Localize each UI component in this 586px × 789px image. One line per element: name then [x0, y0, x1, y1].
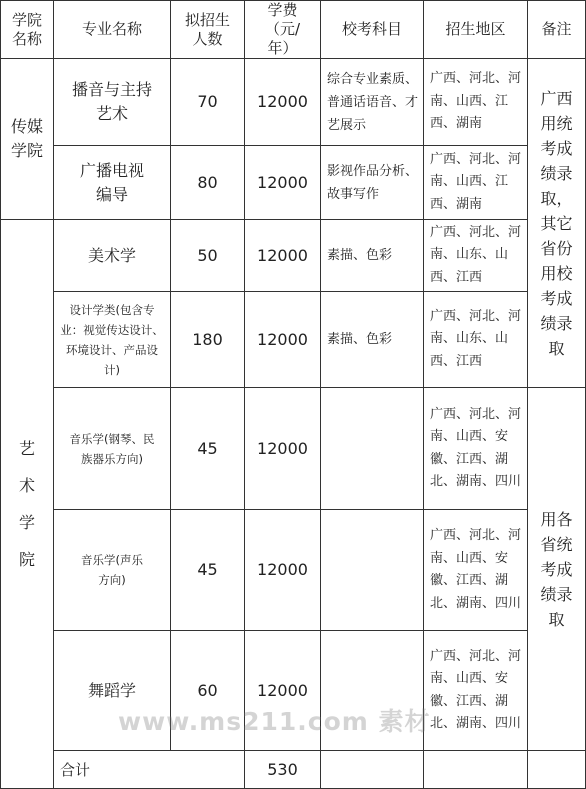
regions-cell: 广西、河北、河南、山东、山西、江西	[424, 292, 528, 388]
header-college: 学院名称	[1, 1, 54, 59]
fee-cell: 12000	[245, 631, 321, 751]
header-fee: 学费（元/年）	[245, 1, 321, 59]
header-quota: 拟招生人数	[171, 1, 245, 59]
total-row	[1, 751, 586, 789]
regions-cell: 广西、河北、河南、山西、江西、湖南	[424, 146, 528, 220]
note-bottom: 用各省统考成绩录取	[528, 388, 586, 751]
major-cell: 设计学类(包含专业：视觉传达设计、环境设计、产品设计)	[54, 292, 171, 388]
quota-cell: 80	[171, 146, 245, 220]
fee-cell: 12000	[245, 292, 321, 388]
table-row	[1, 292, 586, 388]
total-empty	[528, 751, 586, 789]
header-note: 备注	[528, 1, 586, 59]
watermark: www.ms211.com 素材	[118, 707, 431, 736]
quota-cell: 180	[171, 292, 245, 388]
fee-cell: 12000	[245, 510, 321, 631]
table-row	[1, 59, 586, 146]
subjects-cell: 综合专业素质、普通话语音、才艺展示	[321, 59, 424, 146]
major-cell: 舞蹈学	[54, 631, 171, 751]
fee-cell: 12000	[245, 220, 321, 292]
subjects-cell	[321, 631, 424, 751]
note-top: 广西用统考成绩录取，其它省份用校考成绩录取	[528, 59, 586, 388]
regions-cell: 广西、河北、河南、山西、安徽、江西、湖北、湖南、四川	[424, 388, 528, 510]
subjects-cell: 素描、色彩	[321, 220, 424, 292]
total-empty	[424, 751, 528, 789]
major-cell: 播音与主持艺术	[54, 59, 171, 146]
regions-cell: 广西、河北、河南、山西、安徽、江西、湖北、湖南、四川	[424, 510, 528, 631]
total-quota: 530	[245, 751, 321, 789]
header-subjects: 校考科目	[321, 1, 424, 59]
total-label: 合计	[54, 751, 245, 789]
subjects-cell: 素描、色彩	[321, 292, 424, 388]
major-cell: 音乐学(钢琴、民族器乐方向)	[54, 388, 171, 510]
subjects-cell	[321, 510, 424, 631]
quota-cell: 50	[171, 220, 245, 292]
table-row	[1, 510, 586, 631]
college-media: 传媒学院	[1, 59, 54, 220]
quota-cell: 45	[171, 388, 245, 510]
table-row	[1, 388, 586, 510]
regions-cell: 广西、河北、河南、山东、山西、江西	[424, 220, 528, 292]
quota-cell: 45	[171, 510, 245, 631]
fee-cell: 12000	[245, 59, 321, 146]
subjects-cell	[321, 388, 424, 510]
major-cell: 美术学	[54, 220, 171, 292]
header-major: 专业名称	[54, 1, 171, 59]
fee-cell: 12000	[245, 388, 321, 510]
header-regions: 招生地区	[424, 1, 528, 59]
major-cell: 音乐学(声乐方向)	[54, 510, 171, 631]
regions-cell: 广西、河北、河南、山西、江西、湖南	[424, 59, 528, 146]
header-row	[1, 1, 586, 59]
subjects-cell: 影视作品分析、故事写作	[321, 146, 424, 220]
quota-cell: 60	[171, 631, 245, 751]
major-cell: 广播电视编导	[54, 146, 171, 220]
college-art: 艺术学院	[1, 220, 54, 789]
total-empty	[321, 751, 424, 789]
table-row	[1, 631, 586, 751]
regions-cell: 广西、河北、河南、山西、安徽、江西、湖北、湖南、四川	[424, 631, 528, 751]
table-row	[1, 220, 586, 292]
quota-cell: 70	[171, 59, 245, 146]
table-row	[1, 146, 586, 220]
fee-cell: 12000	[245, 146, 321, 220]
